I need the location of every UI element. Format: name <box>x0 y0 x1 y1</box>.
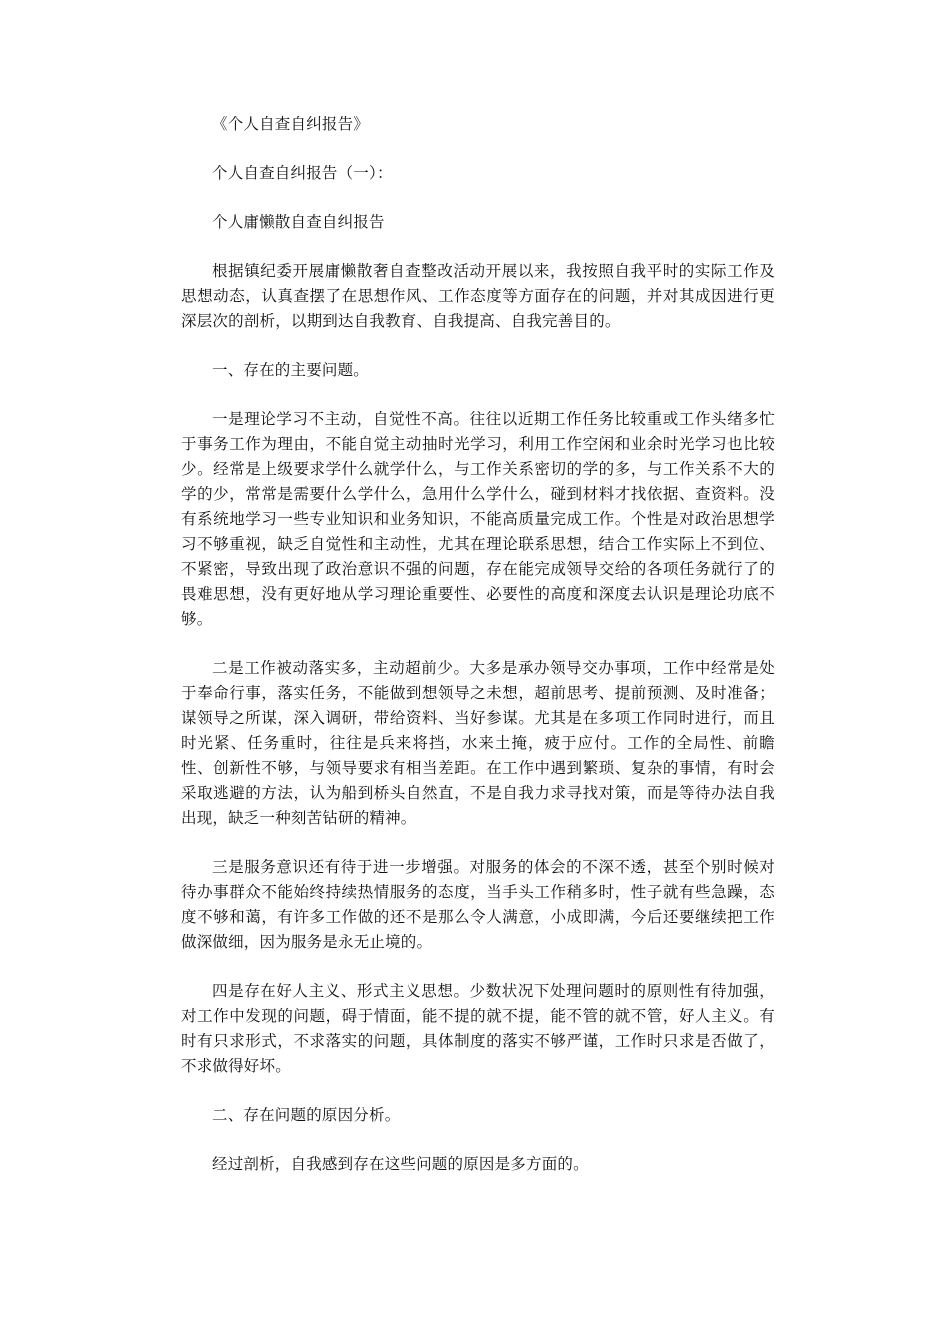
document-heading: 个人庸懒散自查自纠报告 <box>212 213 385 231</box>
paragraph-problem-2: 二是工作被动落实多，主动超前少。大多是承办领导交办事项，工作中经常是处于奉命行事，落实任务，不能做到想领导之未想，超前思考、提前预测、及时准备；谋领导之所谋，深入调研，带给资料、当好参谋。尤其是在多项工作同时进行，而且时光紧、任务重时，往往是兵来将挡，水来土掩，疲于应付。工作的全局性、前瞻性、创新性不够，与领导要求有相当差距。在工作中遇到繁琐、复杂的事情，有时会采取逃避的方法，认为船到桥头自然直，不是自我力求寻找对策，而是等待办法自我出现，缺乏一种刻苦钻研的精神。 <box>181 659 775 827</box>
section-heading-causes: 二、存在问题的原因分析。 <box>212 1106 401 1124</box>
document-subtitle: 个人自查自纠报告（一）： <box>212 164 393 182</box>
document-title: 《个人自查自纠报告》 <box>212 115 370 133</box>
section-heading-problems: 一、存在的主要问题。 <box>212 361 370 379</box>
paragraph-problem-3: 三是服务意识还有待于进一步增强。对服务的体会的不深不透，甚至个别时候对待办事群众不能始终持续热情服务的态度，当手头工作稍多时，性子就有些急躁，态度不够和蔼，有许多工作做的还不是那么令人满意，小成即满，今后还要继续把工作做深做细，因为服务是永无止境的。 <box>181 858 775 951</box>
paragraph-problem-4: 四是存在好人主义、形式主义思想。少数状况下处理问题时的原则性有待加强，对工作中发现的问题，碍于情面，能不提的就不提，能不管的就不管，好人主义。有时有只求形式，不求落实的问题，具体制度的落实不够严谨，工作时只求是否做了，不求做得好坏。 <box>181 982 775 1075</box>
paragraph-problem-1: 一是理论学习不主动，自觉性不高。往往以近期工作任务比较重或工作头绪多忙于事务工作为理由，不能自觉主动抽时光学习，利用工作空闲和业余时光学习也比较少。经常是上级要求学什么就学什么，与工作关系密切的学的多，与工作关系不大的学的少，常常是需要什么学什么，急用什么学什么，碰到材料才找依据、查资料。没有系统地学习一些专业知识和业务知识，不能高质量完成工作。个性是对政治思想学习不够重视，缺乏自觉性和主动性，尤其在理论联系思想，结合工作实际上不到位、不紧密，导致出现了政治意识不强的问题，存在能完成领导交给的各项任务就行了的畏难思想，没有更好地从学习理论重要性、必要性的高度和深度去认识是理论功底不够。 <box>181 410 775 628</box>
paragraph-intro: 根据镇纪委开展庸懒散奢自查整改活动开展以来，我按照自我平时的实际工作及思想动态，认真查摆了在思想作风、工作态度等方面存在的问题，并对其成因进行更深层次的剖析，以期到达自我教育、自我提高、自我完善目的。 <box>181 262 775 330</box>
document-body <box>181 112 775 1201</box>
paragraph-causes-intro: 经过剖析，自我感到存在这些问题的原因是多方面的。 <box>212 1155 589 1173</box>
